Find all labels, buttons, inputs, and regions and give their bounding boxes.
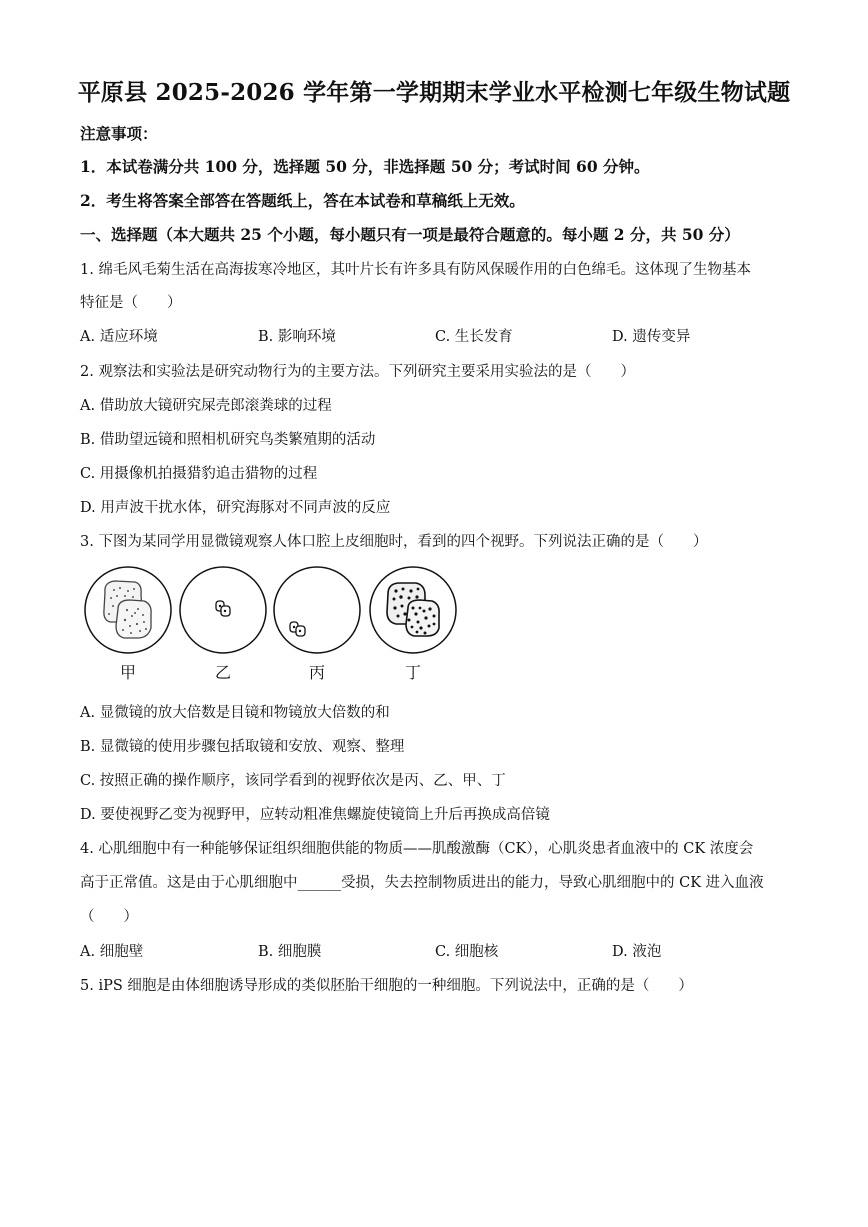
section-1-heading: 一、选择题（本大题共 25 个小题，每小题只有一项是最符合题意的。每小题 2 分，共 50 分） <box>80 225 740 244</box>
q3-stem: 3. 下图为某同学用显微镜观察人体口腔上皮细胞时，看到的四个视野。下列说法正确的是（ ） <box>80 534 708 550</box>
figure-label-ding: 丁 <box>404 663 421 682</box>
q4-option-c: C. 细胞核 <box>435 944 499 960</box>
q1-option-a: A. 适应环境 <box>80 329 158 345</box>
q2-option-b: B. 借助望远镜和照相机研究鸟类繁殖期的活动 <box>80 432 376 448</box>
q3-option-c: C. 按照正确的操作顺序，该同学看到的视野依次是丙、乙、甲、丁 <box>80 773 506 789</box>
q2-option-d: D. 用声波干扰水体，研究海豚对不同声波的反应 <box>80 500 391 516</box>
q2-option-c: C. 用摄像机拍摄猎豹追击猎物的过程 <box>80 466 318 482</box>
q1-stem-line-2: 特征是（ ） <box>80 295 182 311</box>
figure-label-yi: 乙 <box>214 663 231 682</box>
q1-stem-line-1: 1. 绵毛风毛菊生活在高海拔寒冷地区，其叶片长有许多具有防风保暖作用的白色绵毛。这体现了生物基本 <box>80 262 751 278</box>
q3-option-d: D. 要使视野乙变为视野甲，应转动粗准焦螺旋使镜筒上升后再换成高倍镜 <box>80 807 550 823</box>
q1-option-d: D. 遗传变异 <box>612 329 691 345</box>
exam-title: 平原县 2025-2026 学年第一学期期末学业水平检测七年级生物试题 <box>77 79 791 106</box>
q2-stem: 2. 观察法和实验法是研究动物行为的主要方法。下列研究主要采用实验法的是（ ） <box>80 364 635 380</box>
q4-option-b: B. 细胞膜 <box>258 944 322 960</box>
notice-item-2: 2．考生将答案全部答在答题纸上，答在本试卷和草稿纸上无效。 <box>80 191 525 210</box>
q4-stem-line-2: 高于正常值。这是由于心肌细胞中______受损，失去控制物质进出的能力，导致心肌细胞中的 CK 进入血液 <box>80 875 764 891</box>
notice-item-1: 1．本试卷满分共 100 分，选择题 50 分，非选择题 50 分；考试时间 60 分钟。 <box>80 157 650 176</box>
view-bing <box>274 567 360 653</box>
q1-option-b: B. 影响环境 <box>258 329 336 345</box>
q5-stem: 5. iPS 细胞是由体细胞诱导形成的类似胚胎干细胞的一种细胞。下列说法中，正确的是（ ） <box>80 978 693 994</box>
q4-stem-line-1: 4. 心肌细胞中有一种能够保证组织细胞供能的物质——肌酸激酶（CK），心肌炎患者血液中的 CK 浓度会 <box>80 841 754 857</box>
notice-heading: 注意事项： <box>80 124 158 143</box>
view-jia <box>85 567 171 653</box>
view-yi <box>180 567 266 653</box>
q3-microscope-views-figure <box>80 564 480 686</box>
q4-option-a: A. 细胞壁 <box>80 944 144 960</box>
q2-option-a: A. 借助放大镜研究屎壳郎滚粪球的过程 <box>80 398 332 414</box>
microscope-views-illustration <box>80 564 480 660</box>
figure-label-jia: 甲 <box>119 663 136 682</box>
q4-stem-line-3: （ ） <box>80 909 138 925</box>
figure-label-bing: 丙 <box>308 663 325 682</box>
q1-option-c: C. 生长发育 <box>435 329 513 345</box>
view-ding <box>370 567 456 653</box>
q3-option-a: A. 显微镜的放大倍数是目镜和物镜放大倍数的和 <box>80 705 390 721</box>
q4-option-d: D. 液泡 <box>612 944 662 960</box>
q3-option-b: B. 显微镜的使用步骤包括取镜和安放、观察、整理 <box>80 739 405 755</box>
